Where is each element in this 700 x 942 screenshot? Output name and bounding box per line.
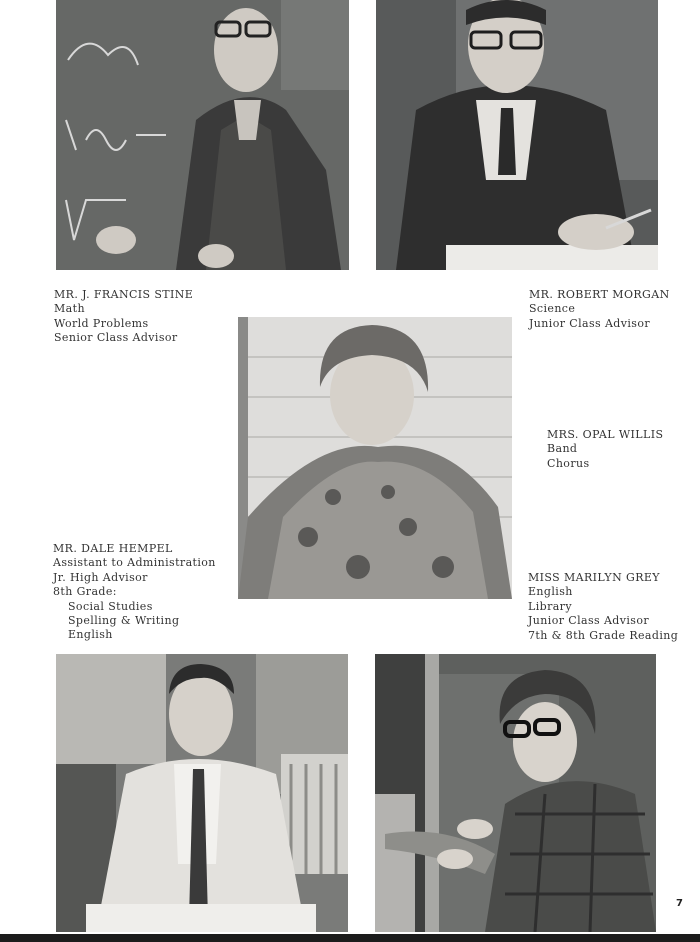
subject-line: 8th Grade: xyxy=(53,585,117,599)
subject-line: World Problems xyxy=(54,316,149,330)
photo-morgan xyxy=(376,0,658,270)
subject-line: English xyxy=(528,585,573,599)
caption-stine xyxy=(54,288,193,346)
teacher-name: MR. ROBERT MORGAN xyxy=(529,288,670,301)
subject-subline: Spelling & Writing xyxy=(68,614,180,628)
subject-subline: English xyxy=(68,628,113,642)
page-number: 7 xyxy=(676,898,683,909)
subject-line: Junior Class Advisor xyxy=(528,614,649,628)
caption-willis xyxy=(547,428,663,471)
page-bottom-edge xyxy=(0,934,700,942)
subject-line: Chorus xyxy=(547,456,590,470)
subject-line: Band xyxy=(547,442,578,456)
photo-hempel xyxy=(56,654,348,932)
subject-line: Jr. High Advisor xyxy=(53,570,148,584)
caption-morgan xyxy=(529,288,670,331)
teacher-name: MRS. OPAL WILLIS xyxy=(547,428,664,441)
caption-grey xyxy=(528,571,678,643)
teacher-name: MISS MARILYN GREY xyxy=(528,571,660,584)
subject-line: Junior Class Advisor xyxy=(529,316,650,330)
caption-hempel xyxy=(53,542,216,643)
photo-willis xyxy=(238,317,512,599)
subject-line: Senior Class Advisor xyxy=(54,331,178,345)
photo-stine xyxy=(56,0,349,270)
photo-grey xyxy=(375,654,656,932)
subject-subline: Social Studies xyxy=(68,599,153,613)
subject-line: Assistant to Administration xyxy=(53,556,216,570)
subject-line: 7th & 8th Grade Reading xyxy=(528,628,679,642)
subject-line: Math xyxy=(54,302,85,316)
subject-line: Library xyxy=(528,599,572,613)
subject-line: Science xyxy=(529,302,576,316)
teacher-name: MR. DALE HEMPEL xyxy=(53,542,173,555)
teacher-name: MR. J. FRANCIS STINE xyxy=(54,288,194,301)
